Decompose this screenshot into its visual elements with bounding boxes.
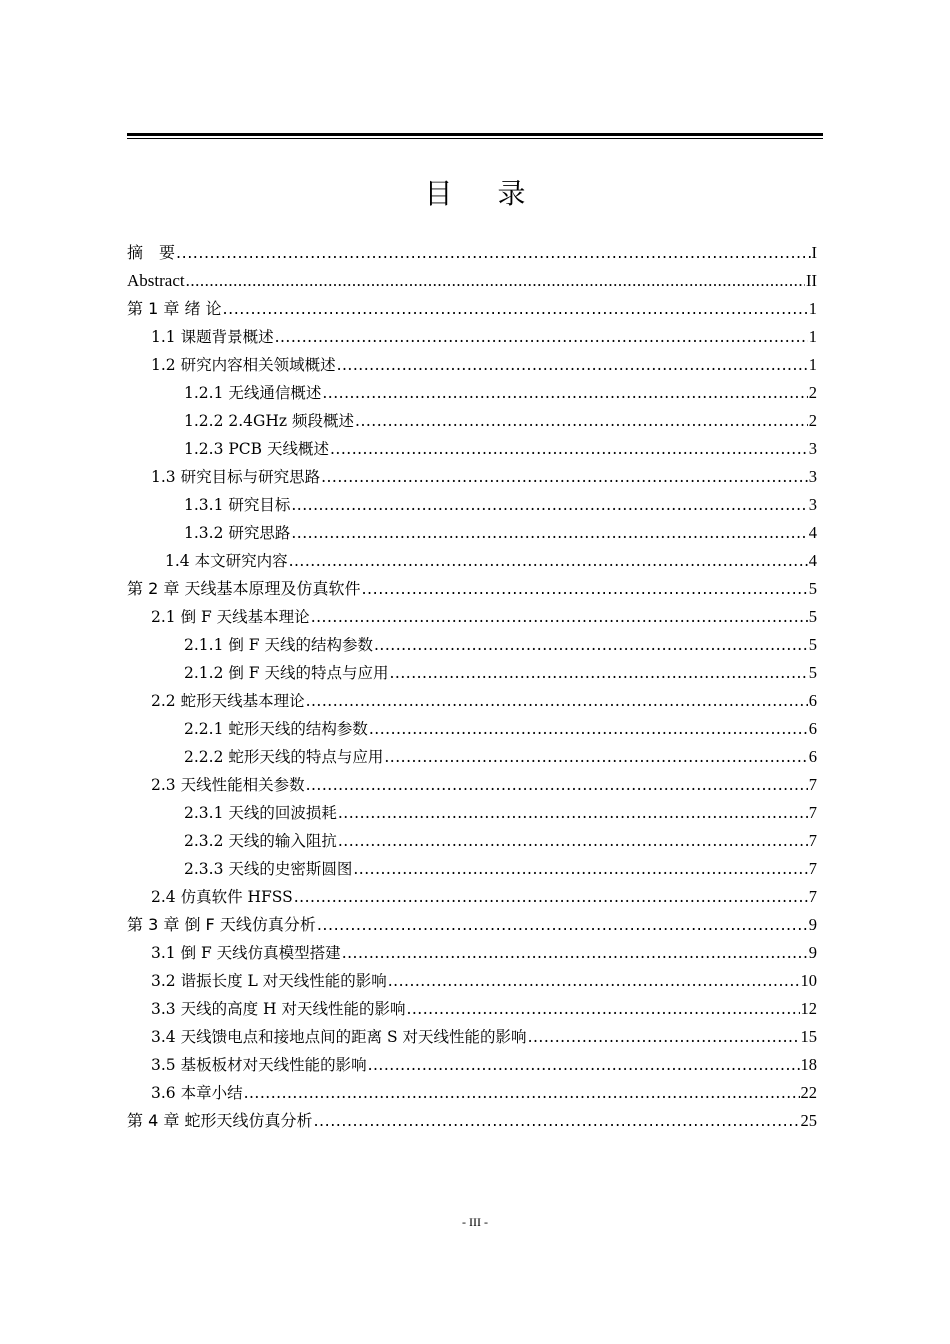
toc-entry-label: 摘 要 — [127, 243, 176, 262]
toc-entry-label: 第 4 章 蛇形天线仿真分析 — [127, 1111, 313, 1130]
toc-entry-page-number: 22 — [800, 1083, 817, 1102]
toc-entry-page-number: 18 — [800, 1055, 817, 1074]
toc-entry[interactable] — [127, 828, 817, 854]
toc-entry-label: 1.3 研究目标与研究思路 — [151, 468, 321, 486]
toc-entry-page-number: 25 — [800, 1111, 817, 1130]
dot-leader — [330, 436, 808, 462]
toc-entry-label: 2.2.2 蛇形天线的特点与应用 — [184, 748, 384, 766]
toc-entry-page-number: 6 — [808, 691, 817, 710]
toc-entry[interactable] — [127, 744, 817, 770]
toc-entry[interactable] — [127, 1052, 817, 1078]
toc-entry[interactable] — [127, 1108, 817, 1134]
toc-entry-page-number: 3 — [808, 439, 817, 458]
toc-entry[interactable] — [127, 268, 817, 294]
dot-leader — [223, 296, 808, 322]
toc-entry-label: 2.4 仿真软件 HFSS — [151, 888, 293, 906]
toc-entry-label: 2.1 倒 F 天线基本理论 — [151, 608, 310, 626]
toc-entry-label: 2.3.3 天线的史密斯圆图 — [184, 860, 353, 878]
toc-entry-page-number: 9 — [808, 915, 817, 934]
toc-entry-page-number: 1 — [808, 355, 817, 374]
dot-leader — [289, 548, 808, 574]
toc-entry-page-number: 3 — [808, 467, 817, 486]
dot-leader — [306, 688, 808, 714]
toc-entry[interactable] — [127, 548, 817, 574]
dot-leader — [311, 604, 808, 630]
toc-entry-label: 3.1 倒 F 天线仿真模型搭建 — [151, 944, 341, 962]
toc-entry-page-number: 2 — [808, 383, 817, 402]
dot-leader — [338, 800, 808, 826]
dot-leader — [291, 492, 807, 518]
toc-entry[interactable] — [127, 1024, 817, 1050]
toc-entry-label: Abstract — [127, 271, 185, 290]
toc-entry[interactable] — [127, 520, 817, 546]
toc-entry[interactable] — [127, 912, 817, 938]
toc-entry-label: 3.3 天线的高度 H 对天线性能的影响 — [151, 1000, 406, 1018]
toc-entry-page-number: 6 — [808, 747, 817, 766]
toc-entry[interactable] — [127, 240, 817, 266]
toc-entry[interactable] — [127, 856, 817, 882]
toc-entry-page-number: 5 — [808, 579, 817, 598]
toc-entry-page-number: 1 — [808, 327, 817, 346]
toc-entry[interactable] — [127, 800, 817, 826]
toc-entry-page-number: 12 — [800, 999, 817, 1018]
toc-entry-page-number: I — [811, 243, 817, 262]
dot-leader — [406, 996, 799, 1022]
dot-leader — [337, 352, 808, 378]
toc-entry-label: 1.2.1 无线通信概述 — [184, 384, 322, 402]
dot-leader — [322, 380, 807, 406]
toc-entry-label: 第 2 章 天线基本原理及仿真软件 — [127, 579, 361, 598]
dot-leader — [313, 1108, 799, 1134]
dot-leader — [317, 912, 808, 938]
toc-entry-page-number: 7 — [808, 859, 817, 878]
toc-entry-label: 1.3.2 研究思路 — [184, 524, 291, 542]
toc-entry-page-number: II — [806, 271, 817, 290]
toc-entry-page-number: 4 — [808, 551, 817, 570]
toc-entry-label: 1.2.2 2.4GHz 频段概述 — [184, 412, 355, 430]
page-number-footer: - III - — [462, 1215, 488, 1229]
toc-entry[interactable] — [127, 996, 817, 1022]
toc-entry[interactable] — [127, 632, 817, 658]
toc-heading: 目 录 — [424, 177, 544, 210]
toc-entry-label: 2.2.1 蛇形天线的结构参数 — [184, 720, 368, 738]
toc-entry-page-number: 1 — [808, 299, 817, 318]
toc-entry[interactable] — [127, 968, 817, 994]
toc-entry[interactable] — [127, 604, 817, 630]
toc-entry-label: 2.3 天线性能相关参数 — [151, 776, 305, 794]
dot-leader — [361, 576, 807, 602]
toc-entry-label: 第 3 章 倒 F 天线仿真分析 — [127, 915, 316, 934]
toc-entry[interactable] — [127, 408, 817, 434]
dot-leader — [389, 660, 807, 686]
dot-leader — [244, 1080, 800, 1106]
header-rule-thick — [127, 133, 823, 136]
toc-entry[interactable] — [127, 772, 817, 798]
toc-entry-label: 2.1.2 倒 F 天线的特点与应用 — [184, 664, 389, 682]
dot-leader — [374, 632, 808, 658]
toc-entry[interactable] — [127, 716, 817, 742]
dot-leader — [275, 324, 808, 350]
toc-entry-page-number: 10 — [800, 971, 817, 990]
toc-entry-page-number: 5 — [808, 607, 817, 626]
toc-entry-label: 第 1 章 绪 论 — [127, 299, 222, 318]
dot-leader — [291, 520, 807, 546]
dot-leader — [368, 1052, 800, 1078]
dot-leader — [306, 772, 808, 798]
toc-entry[interactable] — [127, 688, 817, 714]
toc-entry[interactable] — [127, 380, 817, 406]
toc-entry-page-number: 2 — [808, 411, 817, 430]
toc-entry-label: 1.4 本文研究内容 — [165, 552, 288, 570]
toc-entry-label: 2.3.1 天线的回波损耗 — [184, 804, 337, 822]
toc-entry-page-number: 7 — [808, 803, 817, 822]
toc-entry[interactable] — [127, 464, 817, 490]
toc-entry-label: 3.6 本章小结 — [151, 1084, 243, 1102]
toc-entry[interactable] — [127, 660, 817, 686]
toc-entry-page-number: 7 — [808, 831, 817, 850]
dot-leader — [388, 968, 800, 994]
toc-entry[interactable] — [127, 576, 817, 602]
toc-entry[interactable] — [127, 324, 817, 350]
toc-entry-label: 1.2 研究内容相关领域概述 — [151, 356, 336, 374]
toc-entry-page-number: 4 — [808, 523, 817, 542]
dot-leader — [528, 1024, 800, 1050]
toc-entry[interactable] — [127, 940, 817, 966]
dot-leader — [338, 828, 808, 854]
toc-entry-label: 1.2.3 PCB 天线概述 — [184, 440, 329, 458]
toc-entry-page-number: 5 — [808, 663, 817, 682]
toc-entry[interactable] — [127, 1080, 817, 1106]
toc-entry-page-number: 3 — [808, 495, 817, 514]
toc-entry-label: 3.2 谐振长度 L 对天线性能的影响 — [151, 972, 387, 990]
toc-entry-label: 1.1 课题背景概述 — [151, 328, 274, 346]
toc-entry[interactable] — [127, 884, 817, 910]
toc-entry-label: 1.3.1 研究目标 — [184, 496, 291, 514]
dot-leader — [353, 856, 807, 882]
dot-leader — [355, 408, 808, 434]
toc-entry-page-number: 15 — [800, 1027, 817, 1046]
toc-entry-label: 2.3.2 天线的输入阻抗 — [184, 832, 337, 850]
dot-leader — [186, 268, 805, 294]
toc-entry[interactable] — [127, 296, 817, 322]
dot-leader — [369, 716, 808, 742]
dot-leader — [384, 744, 807, 770]
toc-entry-label: 3.5 基板板材对天线性能的影响 — [151, 1056, 367, 1074]
dot-leader — [321, 464, 808, 490]
toc-entry-page-number: 5 — [808, 635, 817, 654]
dot-leader — [176, 240, 810, 266]
dot-leader — [294, 884, 808, 910]
toc-entry-label: 2.2 蛇形天线基本理论 — [151, 692, 305, 710]
toc-entry-label: 2.1.1 倒 F 天线的结构参数 — [184, 636, 373, 654]
toc-entry-page-number: 7 — [808, 887, 817, 906]
header-rule-thin — [127, 138, 823, 139]
toc-entry[interactable] — [127, 492, 817, 518]
toc-entry[interactable] — [127, 436, 817, 462]
dot-leader — [342, 940, 808, 966]
toc-entry[interactable] — [127, 352, 817, 378]
toc-entry-page-number: 7 — [808, 775, 817, 794]
toc-entry-page-number: 9 — [808, 943, 817, 962]
toc-entry-label: 3.4 天线馈电点和接地点间的距离 S 对天线性能的影响 — [151, 1028, 527, 1046]
toc-entry-page-number: 6 — [808, 719, 817, 738]
